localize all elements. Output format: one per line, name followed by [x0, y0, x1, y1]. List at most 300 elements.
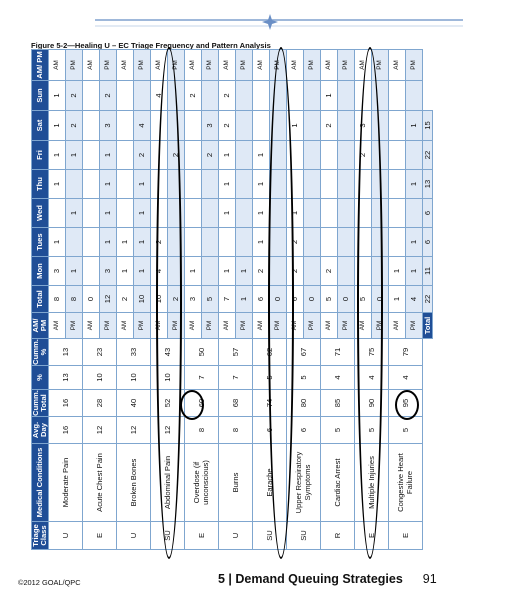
- header-pct: %: [32, 366, 49, 390]
- day-cell-thu: [116, 170, 133, 199]
- day-cell-mon: [337, 257, 354, 286]
- day-cell-sun: [167, 81, 184, 111]
- ampm-cell: PM: [337, 313, 354, 339]
- day-cell-tue: [371, 228, 388, 257]
- day-cell-sun: [371, 81, 388, 111]
- cum-pct-cell: 43: [150, 339, 184, 366]
- avg-day-cell: 5: [354, 417, 388, 444]
- day-cell-mon: 1: [235, 257, 252, 286]
- ampm-cell: PM: [235, 313, 252, 339]
- triage-class-cell: U: [48, 522, 82, 550]
- totals-sat: 15: [423, 111, 433, 141]
- day-cell-tue: 1: [133, 228, 150, 257]
- total-cell: 6: [286, 286, 303, 313]
- pct-cell: 4: [320, 366, 354, 390]
- day-cell-fri: [286, 141, 303, 170]
- day-cell-wed: [337, 199, 354, 228]
- day-cell-sun: [269, 81, 286, 111]
- day-cell-sat: [303, 111, 320, 141]
- day-cell-fri: [320, 141, 337, 170]
- day-cell-fri: 1: [252, 141, 269, 170]
- day-cell-tue: 1: [116, 228, 133, 257]
- total-cell: 0: [303, 286, 320, 313]
- day-cell-sat: [269, 111, 286, 141]
- day-cell-mon: 2: [252, 257, 269, 286]
- ampm-cell: AM: [252, 313, 269, 339]
- day-cell-mon: 4: [150, 257, 167, 286]
- day-cell-mon: 1: [133, 257, 150, 286]
- ampm-end-cell: AM: [354, 50, 371, 81]
- avg-day-cell: 12: [82, 417, 116, 444]
- cum-total-cell: 74: [252, 390, 286, 417]
- avg-day-cell: 5: [320, 417, 354, 444]
- totals-tue: 6: [423, 228, 433, 257]
- total-cell: 2: [167, 286, 184, 313]
- day-cell-sun: [201, 81, 218, 111]
- ampm-cell: PM: [269, 313, 286, 339]
- total-cell: 4: [405, 286, 422, 313]
- triage-table-frame: [31, 50, 531, 547]
- table-row: [184, 50, 201, 550]
- day-cell-tue: [303, 228, 320, 257]
- header-sat: Sat: [32, 111, 49, 141]
- ampm-cell: AM: [82, 313, 99, 339]
- ampm-end-cell: AM: [218, 50, 235, 81]
- total-cell: 5: [354, 286, 371, 313]
- triage-class-cell: SU: [150, 522, 184, 550]
- header-mon: Mon: [32, 257, 49, 286]
- day-cell-thu: [354, 170, 371, 199]
- day-cell-thu: [167, 170, 184, 199]
- cum-pct-cell: 57: [218, 339, 252, 366]
- totals-wed: 6: [423, 199, 433, 228]
- day-cell-tue: [201, 228, 218, 257]
- cum-total-cell: 90: [354, 390, 388, 417]
- day-cell-sun: [354, 81, 371, 111]
- day-cell-mon: 1: [65, 257, 82, 286]
- cum-total-cell: 85: [320, 390, 354, 417]
- day-cell-sat: 3: [99, 111, 116, 141]
- day-cell-tue: [269, 228, 286, 257]
- day-cell-wed: [201, 199, 218, 228]
- day-cell-sat: 3: [354, 111, 371, 141]
- condition-cell: Cardiac Arrest: [320, 444, 354, 522]
- cum-pct-cell: 33: [116, 339, 150, 366]
- day-cell-wed: [82, 199, 99, 228]
- day-cell-mon: 3: [48, 257, 65, 286]
- day-cell-fri: [269, 141, 286, 170]
- day-cell-fri: 2: [354, 141, 371, 170]
- day-cell-sat: [371, 111, 388, 141]
- ampm-end-cell: AM: [116, 50, 133, 81]
- day-cell-thu: [201, 170, 218, 199]
- day-cell-sun: 2: [218, 81, 235, 111]
- ampm-end-cell: AM: [150, 50, 167, 81]
- day-cell-sun: 2: [99, 81, 116, 111]
- day-cell-sun: [82, 81, 99, 111]
- header-cum-pct: Cumm. %: [31, 339, 48, 365]
- condition-cell: Congestive Heart Failure: [388, 444, 422, 522]
- day-cell-mon: 1: [218, 257, 235, 286]
- page-number: 91: [422, 572, 437, 586]
- header-fri: Fri: [32, 141, 49, 170]
- day-cell-thu: [286, 170, 303, 199]
- ampm-cell: AM: [48, 313, 65, 339]
- ampm-end-cell: PM: [133, 50, 150, 81]
- ampm-end-cell: PM: [371, 50, 388, 81]
- ampm-cell: PM: [303, 313, 320, 339]
- day-cell-sat: [388, 111, 405, 141]
- triage-class-cell: R: [320, 522, 354, 550]
- ampm-end-cell: PM: [99, 50, 116, 81]
- day-cell-fri: 2: [133, 141, 150, 170]
- day-cell-sun: 2: [65, 81, 82, 111]
- triage-class-cell: E: [184, 522, 218, 550]
- day-cell-fri: [337, 141, 354, 170]
- totals-spacer: [423, 339, 433, 550]
- day-cell-thu: 1: [48, 170, 65, 199]
- day-cell-sun: 1: [320, 81, 337, 111]
- cum-total-cell: 60: [184, 390, 218, 417]
- day-cell-wed: [320, 199, 337, 228]
- day-cell-fri: [82, 141, 99, 170]
- copyright: ©2012 GOAL/QPC: [18, 578, 81, 587]
- day-cell-fri: [116, 141, 133, 170]
- day-cell-sun: [286, 81, 303, 111]
- day-cell-mon: [354, 257, 371, 286]
- ampm-cell: PM: [405, 313, 422, 339]
- day-cell-fri: [150, 141, 167, 170]
- day-cell-sun: [303, 81, 320, 111]
- day-cell-fri: 1: [99, 141, 116, 170]
- totals-row: [423, 50, 433, 550]
- ampm-end-cell: PM: [337, 50, 354, 81]
- cum-total-cell: 68: [218, 390, 252, 417]
- day-cell-thu: [184, 170, 201, 199]
- day-cell-mon: [82, 257, 99, 286]
- total-cell: 7: [218, 286, 235, 313]
- day-cell-thu: [269, 170, 286, 199]
- day-cell-tue: 1: [99, 228, 116, 257]
- day-cell-wed: [116, 199, 133, 228]
- day-cell-tue: [65, 228, 82, 257]
- ampm-end-cell: PM: [269, 50, 286, 81]
- header-triage: Triage Class: [32, 522, 49, 550]
- day-cell-thu: [371, 170, 388, 199]
- day-cell-wed: 1: [99, 199, 116, 228]
- day-cell-sun: 2: [184, 81, 201, 111]
- avg-day-cell: 8: [218, 417, 252, 444]
- total-cell: 1: [235, 286, 252, 313]
- total-cell: 10: [150, 286, 167, 313]
- day-cell-tue: [167, 228, 184, 257]
- day-cell-fri: 2: [167, 141, 184, 170]
- cum-total-cell: 40: [116, 390, 150, 417]
- cum-total-cell: 16: [48, 390, 82, 417]
- avg-day-cell: 12: [150, 417, 184, 444]
- pct-cell: 10: [82, 366, 116, 390]
- cum-pct-cell: 67: [286, 339, 320, 366]
- day-cell-mon: 1: [116, 257, 133, 286]
- day-cell-sat: 2: [218, 111, 235, 141]
- ampm-cell: PM: [371, 313, 388, 339]
- ampm-cell: AM: [218, 313, 235, 339]
- chapter-footer: [218, 572, 437, 586]
- ampm-end-cell: AM: [320, 50, 337, 81]
- total-cell: 0: [82, 286, 99, 313]
- totals-label: Total: [423, 313, 433, 339]
- day-cell-sat: 1: [48, 111, 65, 141]
- ampm-cell: AM: [388, 313, 405, 339]
- ampm-cell: AM: [286, 313, 303, 339]
- day-cell-wed: [303, 199, 320, 228]
- table-row: [320, 50, 337, 550]
- day-cell-sat: [184, 111, 201, 141]
- day-cell-wed: [235, 199, 252, 228]
- day-cell-thu: 1: [218, 170, 235, 199]
- day-cell-mon: 1: [405, 257, 422, 286]
- cum-pct-cell: 13: [48, 339, 82, 366]
- avg-day-cell: 8: [184, 417, 218, 444]
- header-row: [32, 50, 49, 550]
- day-cell-tue: [184, 228, 201, 257]
- figure-title: Figure 5-2—Healing U – EC Triage Frequency and Pattern Analysis: [31, 41, 271, 50]
- day-cell-thu: [82, 170, 99, 199]
- day-cell-mon: 3: [99, 257, 116, 286]
- condition-cell: Broken Bones: [116, 444, 150, 522]
- condition-cell: Multiple Injuries: [354, 444, 388, 522]
- condition-cell: Abdominal Pain: [150, 444, 184, 522]
- header-total: Total: [32, 286, 49, 313]
- totals-total: 22: [423, 286, 433, 313]
- day-cell-sun: [133, 81, 150, 111]
- triage-class-cell: U: [116, 522, 150, 550]
- condition-cell: Earache: [252, 444, 286, 522]
- day-cell-fri: 1: [48, 141, 65, 170]
- ampm-end-cell: PM: [167, 50, 184, 81]
- day-cell-wed: 1: [65, 199, 82, 228]
- table-row: [82, 50, 99, 550]
- day-cell-wed: 1: [286, 199, 303, 228]
- header-ampm-end: AM/ PM: [32, 50, 49, 81]
- avg-day-cell: 6: [252, 417, 286, 444]
- triage-class-cell: E: [388, 522, 422, 550]
- triage-table: [31, 49, 433, 550]
- day-cell-sat: [337, 111, 354, 141]
- ampm-cell: AM: [184, 313, 201, 339]
- triage-class-cell: E: [82, 522, 116, 550]
- day-cell-thu: [320, 170, 337, 199]
- pct-cell: 5: [286, 366, 320, 390]
- cum-total-cell: 52: [150, 390, 184, 417]
- day-cell-thu: [388, 170, 405, 199]
- ampm-cell: AM: [150, 313, 167, 339]
- ampm-end-cell: PM: [235, 50, 252, 81]
- avg-day-cell: 16: [48, 417, 82, 444]
- day-cell-sat: [150, 111, 167, 141]
- day-cell-sat: [167, 111, 184, 141]
- day-cell-sun: [405, 81, 422, 111]
- total-cell: 5: [201, 286, 218, 313]
- triage-class-cell: SU: [252, 522, 286, 550]
- table-row: [286, 50, 303, 550]
- ampm-cell: AM: [354, 313, 371, 339]
- table-row: [218, 50, 235, 550]
- total-cell: 5: [320, 286, 337, 313]
- total-cell: 2: [116, 286, 133, 313]
- total-cell: 0: [269, 286, 286, 313]
- pct-cell: 10: [116, 366, 150, 390]
- total-cell: 6: [252, 286, 269, 313]
- triage-class-cell: E: [354, 522, 388, 550]
- totals-fri: 22: [423, 141, 433, 170]
- day-cell-thu: 1: [252, 170, 269, 199]
- day-cell-mon: 2: [320, 257, 337, 286]
- day-cell-wed: 1: [252, 199, 269, 228]
- day-cell-sat: [82, 111, 99, 141]
- day-cell-mon: 1: [388, 257, 405, 286]
- day-cell-tue: 1: [252, 228, 269, 257]
- avg-day-cell: 5: [388, 417, 422, 444]
- ampm-end-cell: AM: [388, 50, 405, 81]
- day-cell-mon: [269, 257, 286, 286]
- day-cell-wed: [405, 199, 422, 228]
- day-cell-mon: [167, 257, 184, 286]
- day-cell-fri: [184, 141, 201, 170]
- condition-cell: Overdose (if unconscious): [184, 444, 218, 522]
- day-cell-tue: [235, 228, 252, 257]
- day-cell-wed: [354, 199, 371, 228]
- day-cell-fri: [371, 141, 388, 170]
- header-ampm: AM/ PM: [32, 313, 49, 339]
- day-cell-sat: [252, 111, 269, 141]
- ampm-cell: PM: [201, 313, 218, 339]
- table-row: [388, 50, 405, 550]
- day-cell-tue: [388, 228, 405, 257]
- day-cell-sat: [235, 111, 252, 141]
- day-cell-wed: [371, 199, 388, 228]
- totals-spacer-end: [423, 50, 433, 111]
- cum-pct-cell: 50: [184, 339, 218, 366]
- chapter-title: 5 | Demand Queuing Strategies: [218, 572, 403, 586]
- header-condition: Medical Conditions: [32, 444, 49, 522]
- day-cell-fri: [388, 141, 405, 170]
- rotated-table-container: [31, 50, 433, 550]
- header-cum-total: Cumm. Total: [31, 390, 48, 416]
- ampm-end-cell: PM: [201, 50, 218, 81]
- total-cell: 10: [133, 286, 150, 313]
- pct-cell: 7: [218, 366, 252, 390]
- day-cell-sat: 2: [65, 111, 82, 141]
- table-body: [48, 50, 422, 550]
- day-cell-mon: [201, 257, 218, 286]
- day-cell-tue: [337, 228, 354, 257]
- total-cell: 8: [48, 286, 65, 313]
- ampm-end-cell: AM: [252, 50, 269, 81]
- day-cell-mon: 2: [286, 257, 303, 286]
- day-cell-sun: [337, 81, 354, 111]
- day-cell-thu: [235, 170, 252, 199]
- pct-cell: 5: [252, 366, 286, 390]
- table-row: [116, 50, 133, 550]
- day-cell-wed: 1: [218, 199, 235, 228]
- day-cell-sat: 4: [133, 111, 150, 141]
- ampm-end-cell: AM: [286, 50, 303, 81]
- table-row: [150, 50, 167, 550]
- day-cell-thu: [65, 170, 82, 199]
- ampm-end-cell: PM: [65, 50, 82, 81]
- header-wed: Wed: [32, 199, 49, 228]
- day-cell-fri: [303, 141, 320, 170]
- day-cell-sat: 2: [320, 111, 337, 141]
- day-cell-fri: 2: [201, 141, 218, 170]
- day-cell-tue: [82, 228, 99, 257]
- totals-mon: 11: [423, 257, 433, 286]
- day-cell-sat: 1: [286, 111, 303, 141]
- day-cell-fri: [235, 141, 252, 170]
- table-row: [48, 50, 65, 550]
- day-cell-sat: 3: [201, 111, 218, 141]
- day-cell-sat: [116, 111, 133, 141]
- day-cell-tue: [218, 228, 235, 257]
- cum-total-cell: 28: [82, 390, 116, 417]
- condition-cell: Burns: [218, 444, 252, 522]
- day-cell-fri: 1: [65, 141, 82, 170]
- day-cell-tue: 1: [405, 228, 422, 257]
- day-cell-wed: [150, 199, 167, 228]
- pct-cell: 4: [388, 366, 422, 390]
- ampm-end-cell: AM: [82, 50, 99, 81]
- day-cell-sun: 1: [48, 81, 65, 111]
- day-cell-tue: [320, 228, 337, 257]
- day-cell-sun: [116, 81, 133, 111]
- cum-pct-cell: 75: [354, 339, 388, 366]
- day-cell-fri: [405, 141, 422, 170]
- day-cell-tue: [354, 228, 371, 257]
- day-cell-wed: [167, 199, 184, 228]
- ampm-end-cell: AM: [184, 50, 201, 81]
- ampm-cell: AM: [116, 313, 133, 339]
- total-cell: 3: [184, 286, 201, 313]
- day-cell-thu: 1: [405, 170, 422, 199]
- total-cell: 8: [65, 286, 82, 313]
- ampm-cell: PM: [167, 313, 184, 339]
- cum-pct-cell: 71: [320, 339, 354, 366]
- header-sun: Sun: [32, 81, 49, 111]
- total-cell: 12: [99, 286, 116, 313]
- day-cell-sun: [235, 81, 252, 111]
- day-cell-sat: 1: [405, 111, 422, 141]
- cum-total-cell: 95: [388, 390, 422, 417]
- pct-cell: 10: [150, 366, 184, 390]
- header-thu: Thu: [32, 170, 49, 199]
- day-cell-thu: 1: [99, 170, 116, 199]
- total-cell: 1: [388, 286, 405, 313]
- day-cell-thu: [303, 170, 320, 199]
- ampm-cell: PM: [65, 313, 82, 339]
- avg-day-cell: 6: [286, 417, 320, 444]
- day-cell-tue: 2: [150, 228, 167, 257]
- table-row: [354, 50, 371, 550]
- day-cell-fri: 1: [218, 141, 235, 170]
- day-cell-wed: [48, 199, 65, 228]
- header-decoration: [0, 0, 463, 40]
- ampm-end-cell: PM: [303, 50, 320, 81]
- day-cell-mon: [303, 257, 320, 286]
- day-cell-mon: 1: [184, 257, 201, 286]
- ampm-cell: PM: [133, 313, 150, 339]
- day-cell-wed: [388, 199, 405, 228]
